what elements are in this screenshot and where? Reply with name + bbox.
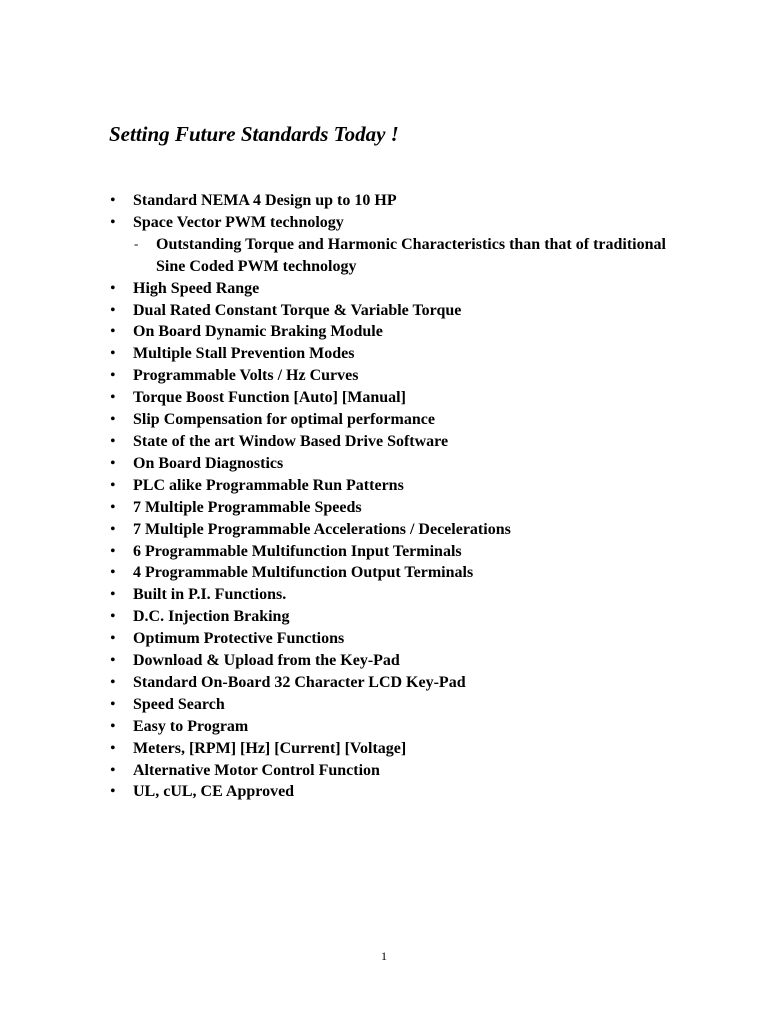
list-item — [0, 694, 768, 716]
list-item — [0, 453, 768, 475]
list-item — [0, 387, 768, 409]
list-item — [0, 628, 768, 650]
list-item-text: High Speed Range — [133, 279, 260, 297]
list-item-text: Torque Boost Function [Auto] [Manual] — [133, 389, 406, 407]
bullet-icon: • — [110, 476, 116, 494]
bullet-icon: • — [110, 345, 116, 363]
bullet-icon: • — [110, 367, 116, 385]
list-item — [0, 562, 768, 584]
list-item-text: On Board Dynamic Braking Module — [133, 323, 383, 341]
list-item — [0, 760, 768, 782]
bullet-icon: • — [110, 586, 116, 604]
list-item — [0, 321, 768, 343]
list-item-text: Download & Upload from the Key-Pad — [133, 652, 400, 670]
list-item-text: Slip Compensation for optimal performance — [133, 411, 435, 429]
bullet-icon: • — [110, 542, 116, 560]
bullet-icon: • — [110, 498, 116, 516]
list-item — [0, 541, 768, 563]
list-item — [0, 606, 768, 628]
bullet-icon: • — [110, 761, 116, 779]
list-item — [0, 431, 768, 453]
list-item — [0, 409, 768, 431]
list-item-text: 7 Multiple Programmable Speeds — [133, 498, 362, 516]
list-item-text: D.C. Injection Braking — [133, 608, 290, 626]
list-item — [0, 781, 768, 803]
sub-list-item-text: Outstanding Torque and Harmonic Characteristics than that of traditional Sine Coded PWM technology — [156, 235, 666, 275]
list-item — [0, 497, 768, 519]
feature-list — [0, 190, 768, 803]
bullet-icon: • — [110, 389, 116, 407]
bullet-icon: • — [110, 192, 116, 209]
list-item — [0, 738, 768, 760]
list-item-text: Optimum Protective Functions — [133, 630, 345, 648]
list-item-text: Space Vector PWM technology — [133, 213, 344, 231]
bullet-icon: • — [110, 783, 116, 801]
bullet-icon: • — [110, 520, 116, 538]
list-item — [0, 716, 768, 738]
list-item-text: 6 Programmable Multifunction Input Terminals — [133, 542, 462, 560]
list-item-text: UL, cUL, CE Approved — [133, 783, 295, 801]
bullet-icon: • — [110, 411, 116, 429]
list-item — [0, 190, 768, 212]
list-item-text: 4 Programmable Multifunction Output Terminals — [133, 564, 474, 582]
list-item — [0, 475, 768, 497]
bullet-icon: • — [110, 279, 116, 297]
list-item-text: Easy to Program — [133, 717, 249, 735]
list-item — [0, 343, 768, 365]
bullet-icon: • — [110, 739, 116, 757]
bullet-icon: • — [110, 630, 116, 648]
dash-icon: - — [134, 235, 139, 251]
bullet-icon: • — [110, 432, 116, 450]
list-item-text: Multiple Stall Prevention Modes — [133, 345, 355, 363]
list-item — [0, 672, 768, 694]
list-item-text: Standard NEMA 4 Design up to 10 HP — [133, 192, 397, 209]
list-item — [0, 584, 768, 606]
list-item-text: Meters, [RPM] [Hz] [Current] [Voltage] — [133, 739, 407, 757]
page-title: Setting Future Standards Today ! — [109, 122, 399, 146]
bullet-icon: • — [110, 454, 116, 472]
list-item — [0, 650, 768, 672]
sub-list-item — [0, 234, 768, 278]
list-item-text: 7 Multiple Programmable Accelerations / Decelerations — [133, 520, 511, 538]
list-item-text: Programmable Volts / Hz Curves — [133, 367, 359, 385]
bullet-icon: • — [110, 695, 116, 713]
list-item-text: Speed Search — [133, 695, 225, 713]
list-item-text: State of the art Window Based Drive Software — [133, 432, 449, 450]
bullet-icon: • — [110, 717, 116, 735]
list-item — [0, 365, 768, 387]
page-number: 1 — [381, 949, 387, 963]
bullet-icon: • — [110, 608, 116, 626]
bullet-icon: • — [110, 564, 116, 582]
list-item — [0, 278, 768, 300]
list-item-text: Standard On-Board 32 Character LCD Key-Pad — [133, 673, 466, 691]
list-item — [0, 519, 768, 541]
bullet-icon: • — [110, 323, 116, 341]
list-item-text: Alternative Motor Control Function — [133, 761, 380, 779]
bullet-icon: • — [110, 673, 116, 691]
list-item-text: On Board Diagnostics — [133, 454, 284, 472]
list-item-text: PLC alike Programmable Run Patterns — [133, 476, 404, 494]
list-item — [0, 212, 768, 234]
list-item-text: Dual Rated Constant Torque & Variable Torque — [133, 301, 462, 319]
bullet-icon: • — [110, 652, 116, 670]
bullet-icon: • — [110, 213, 116, 231]
list-item — [0, 300, 768, 322]
list-item-text: Built in P.I. Functions. — [133, 586, 287, 604]
bullet-icon: • — [110, 301, 116, 319]
